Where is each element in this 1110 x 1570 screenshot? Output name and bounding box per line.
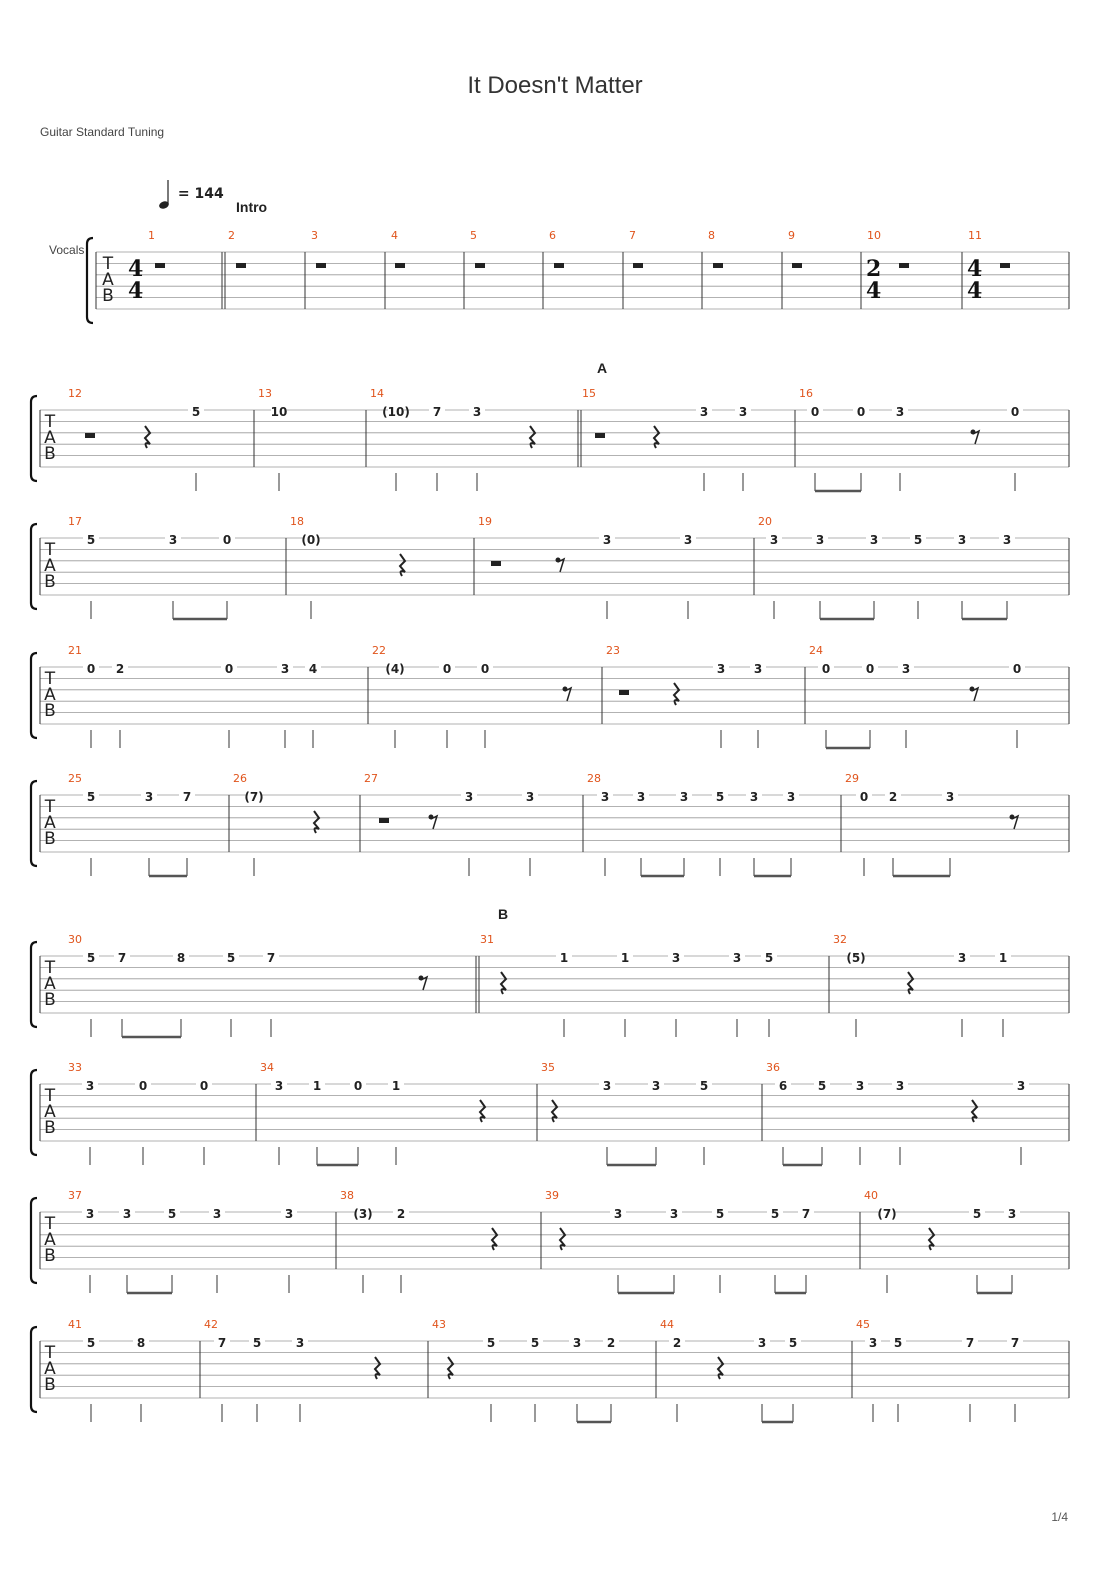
fret-number: 5 [252,1336,262,1350]
quarter-rest [908,972,913,994]
fret-number: 3 [716,662,726,676]
tab-letter: T [44,669,56,689]
tab-letter: T [44,1343,56,1363]
fret-number: 3 [679,790,689,804]
fret-number: 3 [757,1336,767,1350]
eighth-rest [431,816,437,829]
song-title: It Doesn't Matter [467,72,643,99]
tuning-label: Guitar Standard Tuning [40,125,165,139]
measure-number: 21 [68,644,82,657]
fret-number: 5 [486,1336,496,1350]
fret-number: 3 [699,405,709,419]
measure-number: 37 [68,1189,82,1202]
tab-letter: T [44,958,56,978]
fret-number: 7 [217,1336,227,1350]
tab-letter: A [44,685,56,705]
measure-number: 39 [545,1189,559,1202]
fret-number: 5 [86,790,96,804]
quarter-rest [552,1100,557,1122]
fret-number: 3 [472,405,482,419]
fret-number: 7 [801,1207,811,1221]
fret-number: 3 [525,790,535,804]
tab-letter: B [44,1246,56,1266]
fret-number: 0 [480,662,490,676]
half-rest [899,263,909,268]
fret-number: 5 [86,533,96,547]
eighth-rest [565,688,571,701]
half-rest [595,433,605,438]
fret-number: 2 [396,1207,406,1221]
fret-number: 0 [224,662,234,676]
measure-number: 23 [606,644,620,657]
tab-letter: B [44,444,56,464]
fret-number: 3 [732,951,742,965]
measure-number: 24 [809,644,823,657]
fret-number: 5 [770,1207,780,1221]
fret-number: 5 [226,951,236,965]
quarter-rest [375,1357,380,1379]
measure-number: 20 [758,515,772,528]
fret-number: 3 [1002,533,1012,547]
fret-number: 2 [606,1336,616,1350]
fret-number: 3 [815,533,825,547]
fret-number: 3 [85,1079,95,1093]
fret-number: 1 [391,1079,401,1093]
half-rest [633,263,643,268]
system-bracket [87,238,93,323]
tempo-value: = 144 [177,186,224,202]
fret-number: 3 [895,1079,905,1093]
fret-number: (3) [353,1207,373,1221]
fret-number: 5 [893,1336,903,1350]
measure-number: 34 [260,1061,274,1074]
fret-number: 3 [168,533,178,547]
fret-number: 3 [144,790,154,804]
fret-number: 7 [432,405,442,419]
measure-number: 11 [968,229,982,242]
fret-number: 7 [965,1336,975,1350]
tab-letter: A [44,974,56,994]
fret-number: 3 [868,1336,878,1350]
fret-number: 3 [464,790,474,804]
quarter-rest [654,426,659,448]
system-bracket [31,1070,37,1155]
fret-number: 3 [749,790,759,804]
quarter-rest [400,554,405,576]
fret-number: 8 [176,951,186,965]
half-rest [1000,263,1010,268]
fret-number: 0 [86,662,96,676]
measure-number: 15 [582,387,596,400]
fret-number: 3 [957,533,967,547]
fret-number: 3 [957,951,967,965]
measure-number: 28 [587,772,601,785]
fret-number: 3 [212,1207,222,1221]
fret-number: 7 [1010,1336,1020,1350]
section-a: A [597,360,608,376]
system-bracket [31,653,37,738]
measure-number: 14 [370,387,384,400]
half-rest [236,263,246,268]
measure-number: 5 [470,229,477,242]
measure-number: 35 [541,1061,555,1074]
fret-number: 0 [859,790,869,804]
fret-number: 5 [913,533,923,547]
tab-letter: A [44,813,56,833]
fret-number: (4) [385,662,405,676]
measure-number: 9 [788,229,795,242]
tab-letter: B [44,1118,56,1138]
fret-number: 0 [199,1079,209,1093]
fret-number: 3 [636,790,646,804]
fret-number: 3 [602,1079,612,1093]
quarter-rest [314,811,319,833]
fret-number: 5 [715,1207,725,1221]
eighth-rest [973,431,979,444]
fret-number: 0 [1012,662,1022,676]
fret-number: 5 [191,405,201,419]
fret-number: 7 [117,951,127,965]
fret-number: 0 [1010,405,1020,419]
fret-number: 0 [353,1079,363,1093]
fret-number: 7 [266,951,276,965]
measure-number: 45 [856,1318,870,1331]
quarter-rest [674,683,679,705]
measure-number: 12 [68,387,82,400]
fret-number: (5) [846,951,866,965]
fret-number: 3 [869,533,879,547]
tab-letter: B [102,286,114,306]
fret-number: 3 [274,1079,284,1093]
half-rest [475,263,485,268]
fret-number: (10) [382,405,410,419]
fret-number: 2 [672,1336,682,1350]
fret-number: 0 [865,662,875,676]
time-sig-top: 4 [128,256,144,282]
fret-number: 5 [817,1079,827,1093]
fret-number: 3 [280,662,290,676]
fret-number: 3 [651,1079,661,1093]
quarter-rest [560,1228,565,1250]
fret-number: 3 [669,1207,679,1221]
tab-letter: T [44,540,56,560]
time-sig-bottom: 4 [967,278,983,304]
fret-number: 3 [1016,1079,1026,1093]
quarter-rest [480,1100,485,1122]
tab-letter: A [44,1102,56,1122]
measure-number: 17 [68,515,82,528]
measure-number: 3 [311,229,318,242]
tab-letter: B [44,990,56,1010]
fret-number: 1 [312,1079,322,1093]
system-bracket [31,1327,37,1412]
measure-number: 22 [372,644,386,657]
quarter-rest [501,972,506,994]
measure-number: 19 [478,515,492,528]
measure-number: 7 [629,229,636,242]
fret-number: 0 [222,533,232,547]
half-rest [713,263,723,268]
measure-number: 27 [364,772,378,785]
measure-number: 25 [68,772,82,785]
fret-number: 5 [530,1336,540,1350]
fret-number: 5 [788,1336,798,1350]
tab-letter: A [44,1359,56,1379]
fret-number: 0 [810,405,820,419]
tab-letter: T [44,412,56,432]
fret-number: 3 [786,790,796,804]
eighth-rest [558,559,564,572]
quarter-rest [972,1100,977,1122]
measure-number: 41 [68,1318,82,1331]
tab-letter: A [44,556,56,576]
fret-number: 3 [738,405,748,419]
system-bracket [31,942,37,1027]
measure-number: 40 [864,1189,878,1202]
fret-number: 3 [85,1207,95,1221]
quarter-rest [718,1357,723,1379]
measure-number: 36 [766,1061,780,1074]
time-sig-bottom: 4 [866,278,882,304]
quarter-rest [530,426,535,448]
fret-number: (7) [244,790,264,804]
fret-number: 5 [167,1207,177,1221]
fret-number: 3 [602,533,612,547]
fret-number: 3 [1007,1207,1017,1221]
system-bracket [31,781,37,866]
fret-number: 3 [295,1336,305,1350]
fret-number: 3 [284,1207,294,1221]
fret-number: 1 [620,951,630,965]
measure-number: 10 [867,229,881,242]
measure-number: 38 [340,1189,354,1202]
half-rest [316,263,326,268]
system-bracket [31,524,37,609]
system-bracket [31,396,37,481]
half-rest [792,263,802,268]
fret-number: 0 [138,1079,148,1093]
measure-number: 32 [833,933,847,946]
measure-number: 18 [290,515,304,528]
fret-number: 0 [442,662,452,676]
half-rest [379,818,389,823]
tab-letter: B [44,1375,56,1395]
measure-number: 1 [148,229,155,242]
fret-number: 3 [895,405,905,419]
fret-number: 5 [764,951,774,965]
tab-letter: B [44,572,56,592]
tab-letter: T [44,797,56,817]
measure-number: 44 [660,1318,674,1331]
tab-letter: T [102,254,114,274]
eighth-rest [1012,816,1018,829]
eighth-rest [421,977,427,990]
half-rest [155,263,165,268]
instrument-name: Vocals [49,243,85,257]
fret-number: 5 [715,790,725,804]
fret-number: 3 [572,1336,582,1350]
fret-number: 3 [753,662,763,676]
page-number: 1/4 [1051,1510,1068,1524]
fret-number: 6 [778,1079,788,1093]
measure-number: 26 [233,772,247,785]
fret-number: 2 [888,790,898,804]
fret-number: 0 [856,405,866,419]
half-rest [395,263,405,268]
measure-number: 8 [708,229,715,242]
fret-number: (0) [301,533,321,547]
section-intro: Intro [236,199,268,215]
measure-number: 13 [258,387,272,400]
quarter-rest [492,1228,497,1250]
measure-number: 6 [549,229,556,242]
fret-number: 2 [115,662,125,676]
fret-number: 0 [821,662,831,676]
quarter-rest [145,426,150,448]
measure-number: 30 [68,933,82,946]
fret-number: 8 [136,1336,146,1350]
measure-number: 43 [432,1318,446,1331]
time-sig-top: 2 [866,256,882,282]
fret-number: 3 [600,790,610,804]
system-bracket [31,1198,37,1283]
fret-number: 3 [945,790,955,804]
fret-number: 5 [86,951,96,965]
fret-number: 3 [122,1207,132,1221]
time-sig-bottom: 4 [128,278,144,304]
half-rest [85,433,95,438]
fret-number: 5 [972,1207,982,1221]
fret-number: 5 [699,1079,709,1093]
half-rest [619,690,629,695]
section-b: B [498,906,509,922]
fret-number: 3 [613,1207,623,1221]
half-rest [554,263,564,268]
measure-number: 16 [799,387,813,400]
half-rest [491,561,501,566]
fret-number: 1 [559,951,569,965]
fret-number: 10 [270,405,288,419]
eighth-rest [972,688,978,701]
tab-letter: A [44,428,56,448]
tab-letter: B [44,829,56,849]
quarter-rest [448,1357,453,1379]
fret-number: 4 [308,662,318,676]
fret-number: 1 [998,951,1008,965]
measure-number: 31 [480,933,494,946]
fret-number: 3 [855,1079,865,1093]
measure-number: 2 [228,229,235,242]
measure-number: 4 [391,229,398,242]
fret-number: (7) [877,1207,897,1221]
tab-letter: B [44,701,56,721]
fret-number: 5 [86,1336,96,1350]
tab-letter: A [102,270,114,290]
measure-number: 42 [204,1318,218,1331]
fret-number: 3 [769,533,779,547]
time-sig-top: 4 [967,256,983,282]
measure-number: 33 [68,1061,82,1074]
fret-number: 7 [182,790,192,804]
tab-letter: A [44,1230,56,1250]
tab-letter: T [44,1086,56,1106]
fret-number: 3 [901,662,911,676]
quarter-rest [929,1228,934,1250]
tab-letter: T [44,1214,56,1234]
measure-number: 29 [845,772,859,785]
fret-number: 3 [683,533,693,547]
fret-number: 3 [671,951,681,965]
